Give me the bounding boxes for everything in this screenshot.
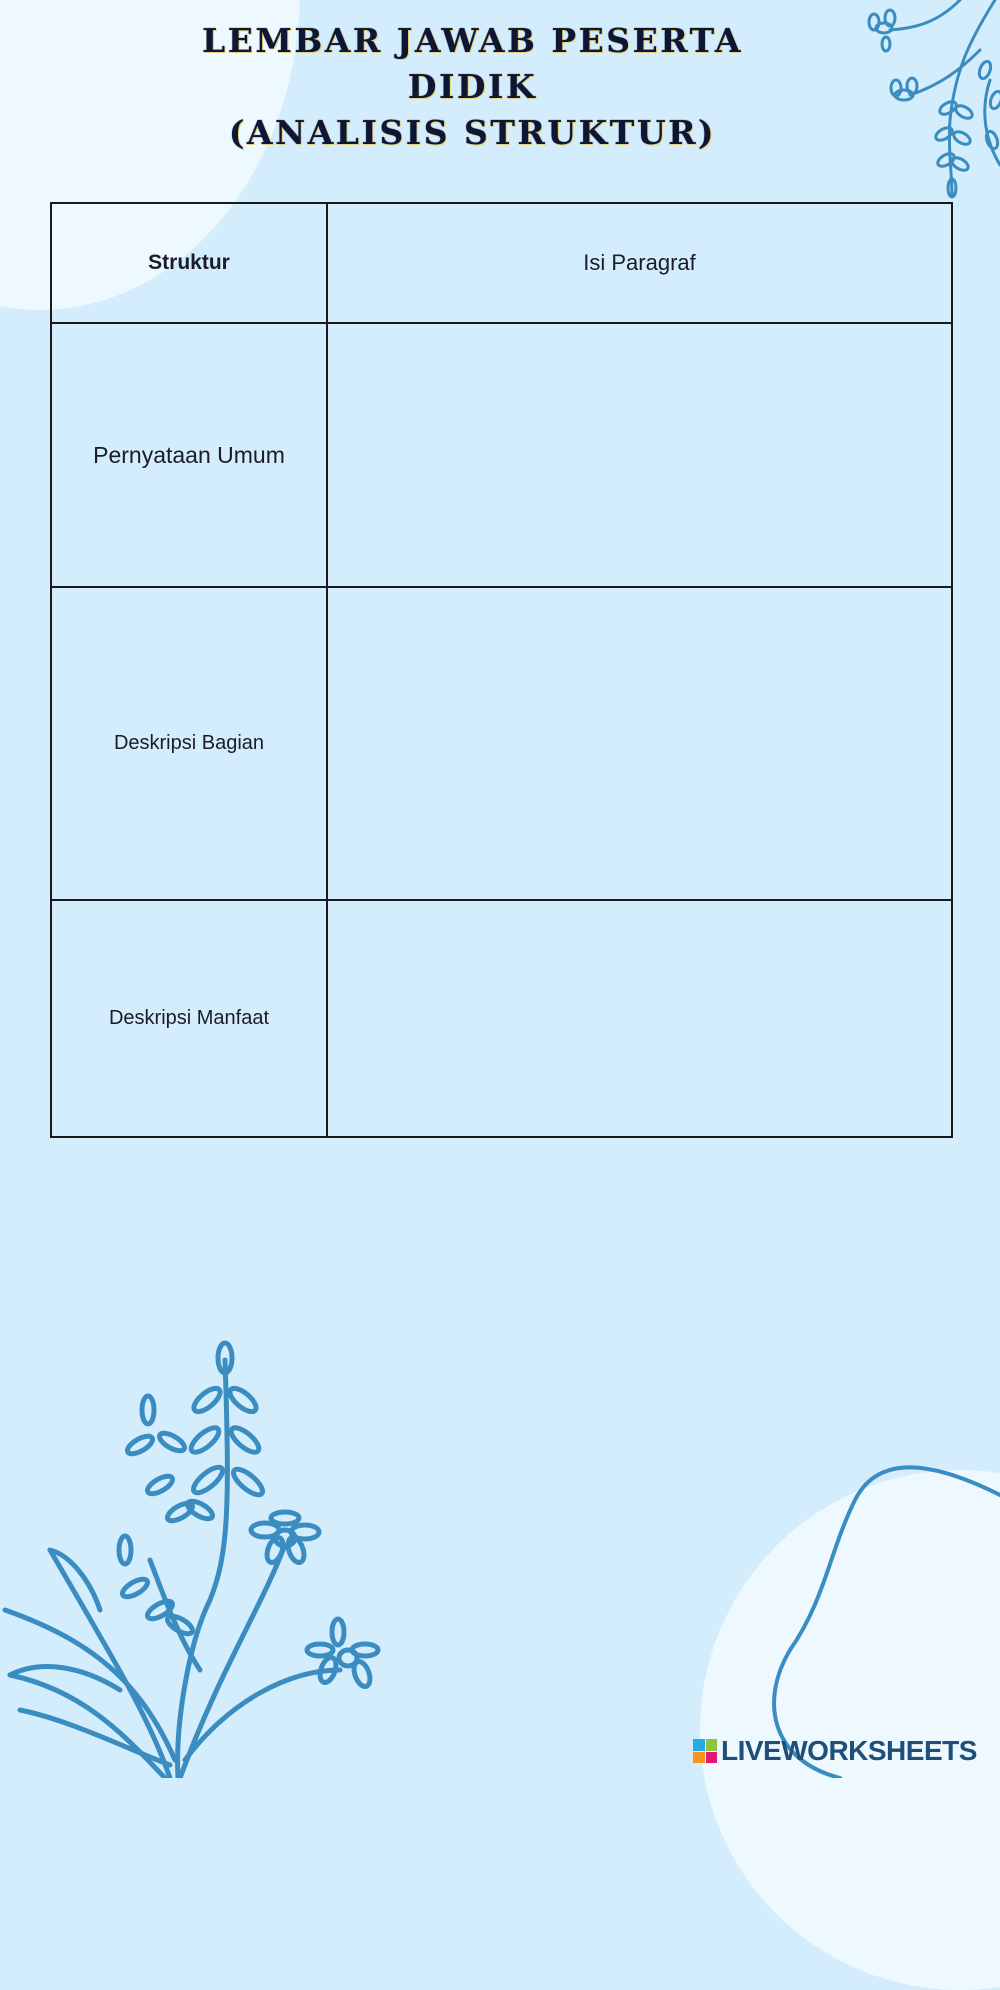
row-label-deskripsi-bagian: Deskripsi Bagian: [51, 587, 327, 900]
page-title: [120, 18, 825, 156]
flower-branch-decoration-icon: [860, 0, 1000, 200]
header-isi-paragraf: Isi Paragraf: [327, 203, 952, 323]
liveworksheets-brand[interactable]: [693, 1736, 977, 1766]
table-row: [51, 323, 952, 587]
brand-name: LIVEWORKSHEETS: [721, 1735, 977, 1766]
row-label-pernyataan-umum: Pernyataan Umum: [51, 323, 327, 587]
table-header-row: [51, 203, 952, 323]
title-line-3: (ANALISIS STRUKTUR): [228, 113, 717, 152]
table-row: [51, 900, 952, 1137]
wave-line-decoration-icon: [770, 1460, 1000, 1778]
answer-table: [50, 202, 953, 1138]
lavender-plant-decoration-icon: [0, 1340, 400, 1778]
title-line-2: DIDIK: [407, 67, 538, 106]
answer-field-deskripsi-manfaat[interactable]: [327, 900, 952, 1137]
title-line-1: LEMBAR JAWAB PESERTA: [202, 21, 743, 60]
header-struktur: Struktur: [51, 203, 327, 323]
answer-field-deskripsi-bagian[interactable]: [327, 587, 952, 900]
table-row: [51, 587, 952, 900]
answer-field-pernyataan-umum[interactable]: [327, 323, 952, 587]
row-label-deskripsi-manfaat: Deskripsi Manfaat: [51, 900, 327, 1137]
liveworksheets-logo-icon: [693, 1739, 717, 1763]
